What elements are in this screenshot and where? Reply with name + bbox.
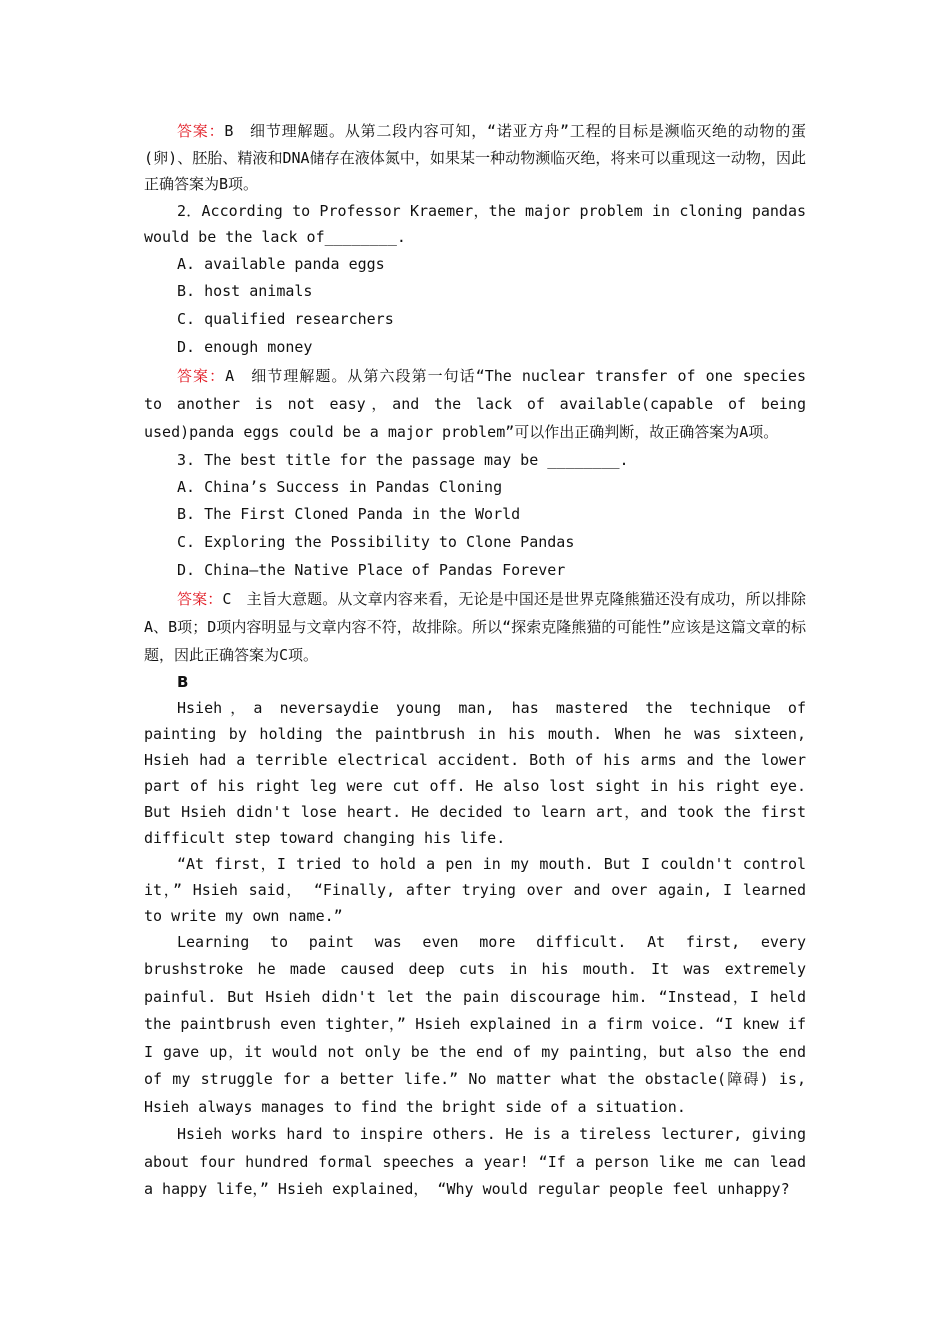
passage-paragraph: “At first，I tried to hold a pen in my mouth. But I couldn't control it，” Hsieh said， “Finally, after trying over and over again, I learned to write my own name.”	[144, 854, 806, 925]
question-2-option-b: B. host animals	[177, 282, 313, 301]
question-2-option-a: A. available panda eggs	[177, 254, 385, 273]
q2-answer	[144, 362, 806, 446]
answer-label: 答案：	[177, 589, 223, 608]
question-2-option-c: C. qualified researchers	[177, 310, 394, 329]
q1-answer	[144, 118, 806, 198]
answer-explanation: C 主旨大意题。从文章内容来看，无论是中国还是世界克隆熊猫还没有成功，所以排除A、B项；D项内容明显与文章内容不符，故排除。所以“探索克隆熊猫的可能性”应该是这篇文章的标题，因此正确答案为C项。	[144, 589, 806, 664]
document-page	[144, 118, 806, 1204]
question-2-stem: 2．According to Professor Kraemer，the major problem in cloning pandas would be the lack of________.	[144, 201, 806, 246]
answer-label: 答案：	[177, 122, 225, 140]
passage-paragraph: Learning to paint was even more difficult. At first, every brushstroke he made caused deep cuts in his mouth. It was extremely painful. But Hsieh didn't let the pain discourage him. “Instead，I held the paintbrush even tighter，” Hsieh explained in a firm voice. “I knew if I gave up，it would not only be the end of my painting，but also the end of my struggle for a better life.” No matter what the obstacle(障碍) is, Hsieh always manages to find the bright side of a situation.	[144, 932, 806, 1116]
question-3-option-a: A. China’s Success in Pandas Cloning	[177, 477, 503, 496]
answer-explanation: B 细节理解题。从第二段内容可知，“诺亚方舟”工程的目标是濒临灭绝的动物的蛋(卵)、胚胎、精液和DNA储存在液体氮中，如果某一种动物濒临灭绝，将来可以重现这一动物，因此正确答案为B项。	[144, 122, 806, 193]
question-3-stem: 3. The best title for the passage may be ________.	[177, 450, 629, 469]
answer-explanation: A 细节理解题。从第六段第一句话“The nuclear transfer of one species to another is not easy，and the lack of available(capable of being used)panda eggs could be a major problem”可以作出正确判断，故正确答案为A项。	[144, 366, 806, 441]
passage-paragraph: Hsieh works hard to inspire others. He is a tireless lecturer, giving about four hundred formal speeches a year! “If a person like me can lead a happy life，” Hsieh explained， “Why would regular people feel unhappy?	[144, 1125, 806, 1199]
question-3-option-c: C. Exploring the Possibility to Clone Pandas	[177, 533, 575, 552]
answer-label: 答案：	[177, 366, 226, 385]
q3-answer	[144, 585, 806, 669]
question-3-option-b: B. The First Cloned Panda in the World	[177, 505, 521, 524]
section-heading: B	[177, 672, 189, 691]
question-3-option-d: D. China—the Native Place of Pandas Forever	[177, 561, 566, 580]
question-2-option-d: D. enough money	[177, 337, 313, 356]
passage-paragraph: Hsieh，a neversaydie young man, has mastered the technique of painting by holding the paintbrush in his mouth. When he was sixteen, Hsieh had a terrible electrical accident. Both of his arms and the lower part of his right leg were cut off. He also lost sight in his right eye. But Hsieh didn't lose heart. He decided to learn art，and took the first difficult step toward changing his life.	[144, 698, 806, 847]
reading-passage	[144, 695, 806, 1204]
